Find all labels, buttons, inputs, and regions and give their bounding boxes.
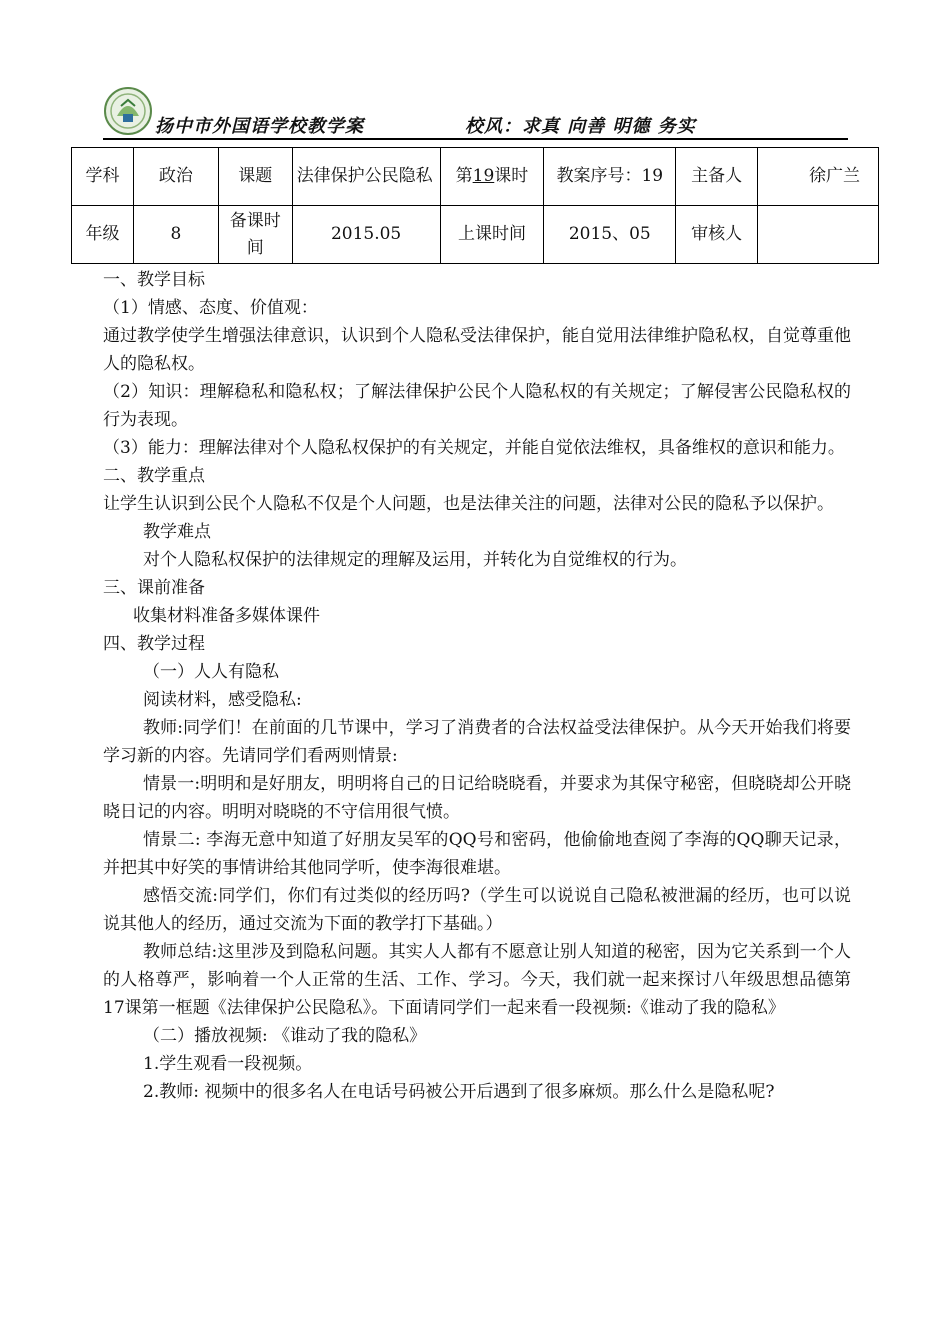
topic-label: 课题 <box>218 148 292 206</box>
subsection-title: （一）人人有隐私 <box>143 662 279 682</box>
topic-value: 法律保护公民隐私 <box>292 148 440 206</box>
paragraph: 感悟交流:同学们，你们有过类似的经历吗?（学生可以说说自己隐私被泄漏的经历，也可以说说其他人的经历，通过交流为下面的教学打下基础。） <box>103 886 851 934</box>
subject-value: 政治 <box>133 148 218 206</box>
document-header <box>103 86 848 142</box>
paragraph: 情景二: 李海无意中知道了好朋友吴军的QQ号和密码，他偷偷地查阅了李海的QQ聊天记录，并把其中好笑的事情讲给其他同学听，使李海很难堪。 <box>103 830 851 878</box>
lesson-suffix: 课时 <box>494 166 529 186</box>
section-title: 一、教学目标 <box>103 270 205 290</box>
lesson-content <box>103 266 851 1106</box>
paragraph: 让学生认识到公民个人隐私不仅是个人问题，也是法律关注的问题，法律对公民的隐私予以保护。 <box>103 494 834 514</box>
section-title: 教学难点 <box>143 522 211 542</box>
section-title: 四、教学过程 <box>103 634 205 654</box>
paragraph: 教师:同学们！在前面的几节课中，学习了消费者的合法权益受法律保护。从今天开始我们将要学习新的内容。先请同学们看两则情景: <box>103 718 851 766</box>
grade-label: 年级 <box>72 206 134 264</box>
preparer-value: 徐广兰 <box>758 148 879 206</box>
school-name: 扬中市外国语学校教学案 <box>155 116 364 137</box>
subject-label: 学科 <box>72 148 134 206</box>
reviewer-value <box>758 206 879 264</box>
paragraph: 对个人隐私权保护的法律规定的理解及运用，并转化为自觉维权的行为。 <box>143 550 687 570</box>
prep-time-value: 2015.05 <box>292 206 440 264</box>
lesson-prefix: 第 <box>455 166 473 186</box>
class-time-label: 上课时间 <box>440 206 544 264</box>
paragraph: 情景一:明明和是好朋友，明明将自己的日记给晓晓看，并要求为其保守秘密，但晓晓却公开晓晓日记的内容。明明对晓晓的不守信用很气愤。 <box>103 774 851 822</box>
paragraph: （2）知识：理解稳私和隐私权；了解法律保护公民个人隐私权的有关规定；了解侵害公民隐私权的行为表现。 <box>103 382 851 430</box>
school-motto: 校风：求真 向善 明德 务实 <box>465 116 696 137</box>
header-rule <box>103 138 848 140</box>
lesson-info-table <box>71 147 879 264</box>
paragraph: 通过教学使学生增强法律意识，认识到个人隐私受法律保护，能自觉用法律维护隐私权，自觉尊重他人的隐私权。 <box>103 326 851 374</box>
paragraph: （3）能力：理解法律对个人隐私权保护的有关规定，并能自觉依法维权，具备维权的意识和能力。 <box>103 438 845 458</box>
preparer-label: 主备人 <box>676 148 758 206</box>
section-title: 三、课前准备 <box>103 578 205 598</box>
subsection-title: （二）播放视频: 《谁动了我的隐私》 <box>143 1026 427 1046</box>
lesson-number: 19 <box>472 166 495 186</box>
section-title: 二、教学重点 <box>103 466 205 486</box>
lesson-period-cell <box>440 148 544 206</box>
paragraph: 1.学生观看一段视频。 <box>143 1054 313 1074</box>
paragraph: 教师总结:这里涉及到隐私问题。其实人人都有不愿意让别人知道的秘密，因为它关系到一个人的人格尊严，影响着一个人正常的生活、工作、学习。今天，我们就一起来探讨八年级思想品德第17课第一框题《法律保护公民隐私》。下面请同学们一起来看一段视频:《谁动了我的隐私》 <box>103 942 851 1018</box>
grade-value: 8 <box>133 206 218 264</box>
paragraph: 阅读材料，感受隐私: <box>143 690 302 710</box>
plan-number: 教案序号：19 <box>544 148 676 206</box>
class-time-value: 2015、05 <box>544 206 676 264</box>
prep-time-label: 备课时间 <box>218 206 292 264</box>
reviewer-label: 审核人 <box>676 206 758 264</box>
school-emblem-icon <box>103 86 153 136</box>
paragraph: 2.教师: 视频中的很多名人在电话号码被公开后遇到了很多麻烦。那么什么是隐私呢? <box>143 1082 775 1102</box>
paragraph: 收集材料准备多媒体课件 <box>133 606 320 626</box>
paragraph: （1）情感、态度、价值观： <box>103 298 318 318</box>
